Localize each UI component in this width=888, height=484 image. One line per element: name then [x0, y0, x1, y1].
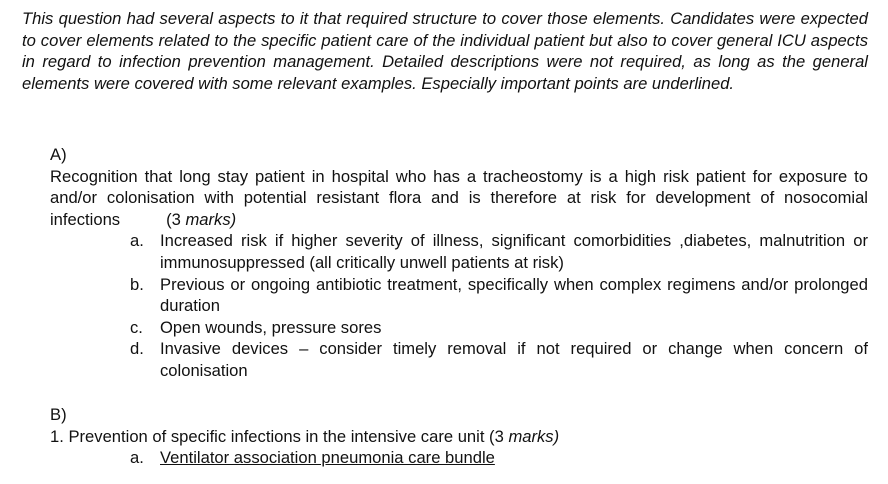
section-b-heading: B) [50, 405, 67, 424]
section-a-paragraph [50, 166, 868, 231]
list-marker: b. [130, 274, 144, 294]
section-b-point-1-text: 1. Prevention of specific infections in the intensive care unit (3 [50, 426, 504, 446]
list-item [130, 447, 868, 469]
list-marker: a. [130, 448, 144, 468]
section-a-heading: A) [50, 145, 67, 164]
list-item [130, 274, 868, 317]
list-item [130, 230, 868, 273]
list-item [130, 338, 868, 381]
list-marker: a. [130, 231, 144, 251]
section-a-list [50, 230, 868, 381]
section-b-list [50, 447, 868, 469]
list-item-text: Previous or ongoing antibiotic treatment, specifically when complex regimens and/or prolonged duration [160, 274, 868, 316]
list-marker: d. [130, 339, 144, 359]
marks-word: marks) [185, 209, 237, 229]
section-b-point-1-marks: marks) [508, 426, 560, 446]
list-item-text: Ventilator association pneumonia care bundle [160, 448, 495, 468]
list-item [130, 317, 868, 339]
list-marker: c. [130, 317, 143, 337]
list-item-text: Increased risk if higher severity of illness, significant comorbidities ,diabetes, malnutrition or immunosuppressed (all critically unwell patients at risk) [160, 231, 868, 272]
section-b-point-1 [50, 426, 868, 448]
list-item-text: Open wounds, pressure sores [160, 317, 382, 337]
intro-paragraph: This question had several aspects to it that required structure to cover those elements. Candidates were expected to cover elements related to the specific patient care of the individual patient but also to cover general ICU aspects in regard to infection prevention management. Detailed descriptions were not required, as long as the general elements were covered with some relevant examples. Especially important points are underlined. [22, 9, 868, 93]
list-item-text: Invasive devices – consider timely removal if not required or change when concern of colonisation [160, 339, 868, 380]
section-a [50, 144, 868, 382]
section-a-marks: (3 marks) [166, 209, 237, 229]
section-b [50, 404, 868, 469]
section-a-paragraph-text: Recognition that long stay patient in hospital who has a tracheostomy is a high risk patient for exposure to and/or colonisation with potential resistant flora and is therefore at risk for development of nosocomial infections [50, 166, 868, 229]
